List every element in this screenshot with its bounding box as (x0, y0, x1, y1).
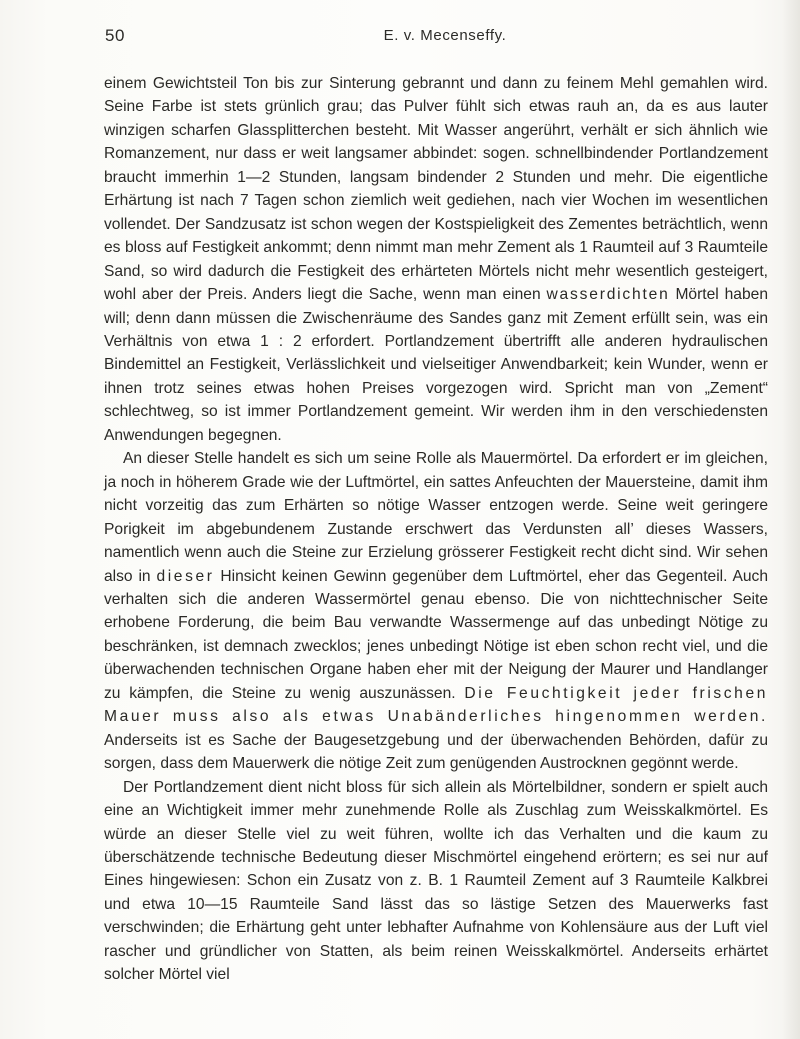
text-segment: einem Gewichtsteil Ton bis zur Sinterung gebrannt und dann zu feinem Mehl gemahlen wird. Seine Farbe ist stets grünlich grau; das Pulver fühlt sich etwas rauh an, da es aus lauter winzigen scharfen Glassplitterchen besteht. Mit Wasser angerührt, verhält er sich ähnlich wie Romanzement, nur dass er weit langsamer abbindet: sogen. schnellbindender Portlandzement braucht immerhin 1—2 Stunden, langsam bindender 2 Stunden und mehr. Die eigentliche Erhärtung ist nach 7 Tagen schon ziemlich weit gediehen, nach vier Wochen im wesentlichen vollendet. Der Sandzusatz ist schon wegen der Kostspieligkeit des Zementes beträchtlich, wenn es bloss auf Festigkeit ankommt; denn nimmt man mehr Zement als 1 Raumteil auf 3 Raumteile Sand, so wird dadurch die Festigkeit des erhärteten Mörtels nicht mehr wesentlich gesteigert, wohl aber der Preis. Anders liegt die Sache, wenn man einen (104, 75, 768, 304)
page-header (105, 26, 785, 50)
text-segment: Hinsicht keinen Gewinn gegenüber dem Luftmörtel, eher das Gegenteil. Auch verhalten sich die anderen Wassermörtel genau ebenso. Die von nichttechnischer Seite erhobene Forderung, die beim Bau verwandte Wassermenge auf das unbedingt Nötige zu beschränken, ist demnach zwecklos; jenes unbedingt Nötige ist eben schon recht viel, und die überwachenden technischen Organe haben eher mit der Neigung der Maurer und Handlanger zu kämpfen, die Steine zu wenig auszunässen. (104, 567, 768, 702)
page-edge-shadow (782, 0, 800, 1039)
paragraph (104, 72, 768, 447)
body-text (104, 72, 768, 987)
text-segment: An dieser Stelle handelt es sich um seine Rolle als Mauermörtel. Da erfordert er im gleichen, ja noch in höherem Grade wie der Luftmörtel, ein sattes Anfeuchten der Mauersteine, damit ihm nicht vorzeitig das zum Erhärten so nötige Wasser entzogen werde. Seine weit geringere Porigkeit im abgebundenem Zustande erschwert das Verdunsten all’ dieses Wassers, namentlich wenn auch die Steine zur Erzielung grösserer Festigkeit recht dicht sind. Wir sehen also in (104, 450, 768, 585)
spaced-emphasis-text: wasserdichten (546, 286, 670, 304)
paragraph (104, 447, 768, 775)
paragraph (104, 776, 768, 987)
running-head: E. v. Mecenseffy. (383, 27, 507, 44)
text-segment: Der Portlandzement dient nicht bloss für sich allein als Mörtelbildner, sondern er spielt auch eine an Wichtigkeit immer mehr zunehmende Rolle als Zuschlag zum Weisskalkmörtel. Es würde an dieser Stelle viel zu weit führen, wollte ich das Verhalten und die kaum zu überschätzende technische Bedeutung dieser Mischmörtel eingehend erörtern; es sei nur auf Eines hingewiesen: Schon ein Zusatz von z. B. 1 Raumteil Zement auf 3 Raumteile Kalkbrei und etwa 10—15 Raumteile Sand lässt das so lästige Setzen des Mauerwerks fast verschwinden; die Erhärtung geht unter lebhafter Aufnahme von Kohlensäure aus der Luft viel rascher und gründlicher von Statten, als beim reinen Weisskalkmörtel. Anderseits erhärtet solcher Mörtel viel (104, 778, 768, 984)
spaced-emphasis-text: Die Feuchtigkeit jeder frischen Mauer muss also als etwas Unabänderliches hingenommen werden. (104, 684, 768, 726)
page-number: 50 (105, 26, 125, 45)
text-segment: Mörtel haben will; denn dann müssen die Zwischenräume des Sandes ganz mit Zement erfüllt sein, was ein Verhältnis von etwa 1 : 2 erfordert. Portlandzement übertrifft alle anderen hydraulischen Bindemittel an Festigkeit, Verlässlichkeit und vielseitiger Anwendbarkeit; kein Wunder, wenn er ihnen trotz seines etwas hohen Preises vorgezogen wird. Spricht man von „Zement“ schlechtweg, so ist immer Portlandzement gemeint. Wir werden ihm in den verschiedensten Anwendungen begegnen. (104, 286, 768, 444)
spaced-emphasis-text: dieser (156, 567, 215, 585)
text-segment: Anderseits ist es Sache der Baugesetzgebung und der überwachenden Behörden, dafür zu sorgen, dass dem Mauerwerk die nötige Zeit zum genügenden Austrocknen gegönnt werde. (104, 731, 768, 773)
